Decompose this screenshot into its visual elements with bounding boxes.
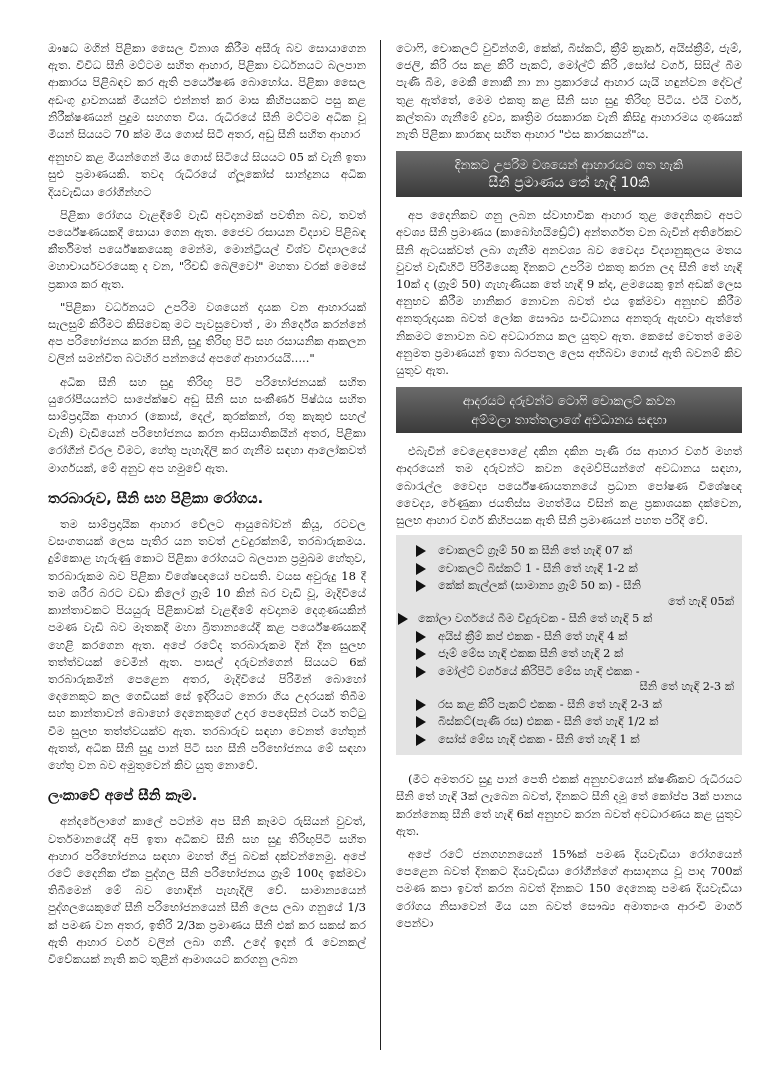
triangle-bullet-icon xyxy=(416,545,426,557)
paragraph: ටොෆි, චොකලට් වුවින්ගම්, කේක්, බිස්කට්, ක්‍රීම් ක්‍රැකර්, අයිස්ක්‍රීම්, ජැම්, ජෙලි, කිරි රස කළ කිරි පැකට්, මෝල්ට් කිරි ,සෝස් වර්ග, සිසිල් බීම පැණි බීම, මෙකී නොකී නා නා ප්‍රකාරයේ ආහාර යැයි හඳුන්වන දේවල් තුළ ඇත්තේ, මෙම එකතු කළ සීනි සහ සුදු තිරිඟු පිටිය. එයි වර්ග, කල්තබා ගැනීමේ ද්‍රව්‍ය, කෘත්‍රිම රසකාරක වැනි කිසිදු ආහාරමය ගුණයක් නැති පිළිකා කාරකද සහිත ආහාර "එස කාරකයන්"ය. xyxy=(396,41,742,142)
paragraph: පිළිකා රෝගය වැළඳීමේ වැඩි අවදානමක් පවතින බව, තවත් පර්යේෂණයකදී සොයා ගෙන ඇත. ජෛව රසායන විද්‍යාව පිළිබඳ කීර්තිමත් පර්යේෂකයෙකු මෙන්ම, මොන්ට්‍රියල් විශ්ව විද්‍යාලයේ මහාචාර්යවරයෙකු ද වන, "රිචඩ් බෙලිවෝ" මහතා වරක් මෙසේ ප්‍රකාශ කර ඇත. xyxy=(48,207,366,291)
triangle-bullet-icon xyxy=(416,666,426,678)
list-item: චොකලට් ග්‍රෑම් 50 ක සීනි තේ හැඳි 07 ක් xyxy=(408,543,734,559)
sugar-limit-banner xyxy=(396,151,742,197)
parents-attention-banner xyxy=(396,387,742,433)
left-column xyxy=(48,40,366,974)
list-item: බිස්කට්(පැණි රස) එකක - සීනි තේ හැඳි 1/2 ක් xyxy=(408,714,734,730)
paragraph: ඖෂධ මගින් පිළිකා සෛල විනාශ කිරීම අසීරු බව සොයාගෙන ඇත. විවිධ සීනි මට්ටම සහිත ආහාර, පිළිකා වර්ධනයට බලපාන ආකාරය පිළිබඳව කර ඇති පර්යේෂණ බොහෝය. පිළිකා සෛල අඩංගු ද්‍රාවනයක් මීයන්ට එන්නත් කර මාස කිහිපයකට පසු කළ නිරීක්ෂණයන් පුදුම සහගත විය. රුධිරයේ සීනි මට්ටම අධික වූ මීයන් සියයට 70 ක්ම මිය ගොස් සිටි අතර, අඩු සීනි සහිත ආහාර xyxy=(48,41,366,142)
list-item: ජෑම් මේස හැඳි එකක සීනි තේ හැඳි 2 ක් xyxy=(408,646,734,662)
paragraph: අධික සීනි සහ සුදු තිරිඟු පිටි පරිභෝජනයක් සහිත යුරෝපීයයන්ට සාපේක්ෂව අඩු සීනි සහ සංකීර්ණ පිෂ්ඨය සහිත සාම්ප්‍රදායික ආහාර (කොස්, දෙල්, කුරක්කන්, රතු කැකුළු සහල් වැනි) වැඩියෙන් පරිභෝජනය කරන ආසියාතිකයින් අතර, පිළිකා රෝගීන් විරල වීමට, හේතු පැහැදිලි කර ගැනීම සඳහා ආලෝකවත් මාර්ගයක්, මේ අනුව අප හමුවේ ඇත. xyxy=(48,374,366,475)
list-item: මෝල්ට් වර්ගයේ කිරිපිටි මේස හැඳි එකක - සීනි තේ හැඳි 2-3 ක් xyxy=(408,664,734,695)
list-item: රස කළ කිරි පැකට් එකක - සීනි තේ හැඳි 2-3 ක් xyxy=(408,697,734,713)
column-divider xyxy=(380,40,381,1050)
triangle-bullet-icon xyxy=(416,734,426,746)
right-column xyxy=(396,40,742,938)
paragraph: එබැවින් වෙළෙඳපොළේ දකින දකින පැණි රස ආහාර වර්ග මහත් ආදරයෙන් තම දරුවන්ට කවන දෙමව්පියන්ගේ අවධානය සඳහා, බොරැල්ල වෛද්‍ය පර්යේෂණායතනයේ ප්‍රධාන පෝෂණ විශේෂඥ වෛද්‍ය, රේණුකා ජයතිස්ස මහත්මිය විසින් කළ ප්‍රකාශයක දක්වෙන, සුලභ ආහාර වර්ග කිහිපයක ඇති සීනි ප්‍රමාණයන් පහත පරිදි වේ. xyxy=(396,444,742,528)
paragraph: තම සාම්ප්‍රදායික ආහාර වේලට ආයුබෝවන් කියූ, රටවල වසංගතයක් ලෙස පැතිර යන තවත් උවදුරක්නම්, තරබාරුකමය. දුම්කොළ හැරුණු කොට පිළිකා රෝගයට බලපාන ප්‍රමුඛම හේතුව, තරබාරුකම බව පිළිකා විශේෂඥයෝ පවසති. වයස අවුරුදු 18 දී තම ශරීර බරට වඩා කිලෝ ග්‍රෑම් 10 කින් බර වැඩි වූ, මැදිවියේ කාන්තාවකට පියයුරු පිළිකාවක් වැළඳීමේ අවදානම දෙගුණයකින් පමණ වැඩි බව මෑතකදී මහා බ්‍රිතාන්‍යයේදී කළ පර්යේෂණයකදී හෙළි කරගෙන ඇත. අපේ රටේද තරබාරුකම දින් දින සුලභ තත්ත්වයක් වෙමින් ඇත. පාසල් දරුවන්ගෙන් සියයට 6ක් තරබාරුකමින් පෙළෙන අතර, මැදිවියේ පිරිමින් බොහෝ දෙනෙකුට කල ගෙඩියක් සේ ඉදිරියට නෙරා ගිය උදරයක් තිබීම සහ කාන්තාවන් බොහෝ දෙනෙකුගේ උදර පෙදෙසින් ටයර් තට්ටු වීම සුලභ තත්ත්වයක්ව ඇත. තරබාරුව සඳහා වෙනත් හේතුන් ඇතත්, අධික සීනි සුදු පාන් පිටි සහ සීනි පරිභෝජනය මේ සඳහා හේතු වන බව අමුතුවෙන් කිව යුතු නොවේ. xyxy=(48,517,366,772)
list-item: කෝලා වර්ගයේ බීම විදුරුවක - සීනි තේ හැඳි 5 ක් xyxy=(408,611,734,627)
banner-line: අම්මලා තාත්තලාගේ අවධානය සඳහා xyxy=(471,412,667,428)
triangle-bullet-icon xyxy=(416,648,426,660)
sugar-content-list xyxy=(396,535,742,755)
paragraph: (මීට අමතරව සුදු පාන් පෙති එකක් අනුභවයෙන් ක්ෂණිකව රුධිරයට සීනි තේ හැඳි 3ක් ලැබෙන බවත්, දිනකට සීනි දමූ තේ කෝප්ප 3ක් පානය කරන්නෙකු සීනි තේ හැඳි 6ක් අනුභව කරන බවත් අවධාරණය කළ යුතුව ඇත. xyxy=(396,772,743,838)
paragraph: අන්දරේලාගේ කාලේ පටන්ම අප සීනි කෑමට රුසියන් වුවත්, වර්තමානයේදී අපි ඉතා අධිකව සීනි සහ සුදු තිරිඟුපිටි සහිත ආහාර පරිභෝජනය සඳහා මහත් ගිජු බවක් දක්වන්නෙමු. අපේ රටේ දෛනික ඒක පුද්ගල සීනි පරිභෝජනය ග්‍රෑම් 100ද ඉක්මවා තිබීමෙන් මේ බව හොඳින් පැහැදිලි වේ. සාමාන්‍යයෙන් පුද්ගලයෙකුගේ සීනි පරිභෝජනයෙන් සීනි ලෙස ලබා ගනුයේ 1/3 ක් පමණ වන අතර, ඉතිරි 2/3ක ප්‍රමාණය සීනි එක් කර සකස් කර ඇති ආහාර වර්ග වලින් ලබා ගනී. උදේ ඉදන් රෑ වෙනකල් විවේකයක් නැති කට තුළින් ආමාශයට කරගනු ලබන xyxy=(48,814,366,966)
paragraph: අපේ රටේ ජනගහනයෙන් 15%ක් පමණ දියවැඩියා රෝගයෙන් පෙළෙන බවත් දිනකට දියවැඩියා රෝගීන්ගේ ආසාදනය වූ පාද 700ක් පමණ කපා ඉවත් කරන බවත් දිනකට 150 දෙනෙකු පමණ දියවැඩියා රෝගය නිසාවෙන් මිය යන බවත් සෞඛ්‍ය අමාත්‍යංශ ආරංචි මාර්ග පෙන්වා xyxy=(396,847,742,930)
paragraph: අප දෛනිකව ගනු ලබන ස්වාභාවික ආහාර තුළ දෛනිකව අපට අවශ්‍ය සීනි ප්‍රමාණය (කාබෝහයිඩ්‍රේට්) අන්තර්ගත වන බැවින් අතිරේකව සීනි ඇටයක්වත් ලබා ගැනීම අනවශ්‍ය බව වෛද්‍ය විද්‍යානුකූලය මතය වුවත් වැඩිහිටි පිරිමියෙකු දිනකට උපරිම එකතු කරන ලද සීනි තේ හැඳි 10ක් ද (ග්‍රෑම් 50) ගැහැණියක තේ හැඳි 9 ක්ද, ළමයෙකු ඉන් අඩක් ලෙස අනුභව කිරීම හානිකර නොවන බවත් එය ඉක්මවා අනුභව කිරීම අනතුරුදායක බවත් ලෝක සෞඛ්‍ය සංවිධානය අනතුරු ඇඟවා ඇත්තේ නිකමට නොවන බව අවධාරනය කල යුතුව ඇත. කෙසේ වෙතත් මෙම අනුමත ප්‍රමාණයන් ඉතා බරපතල ලෙස අභිබවා ගොස් ඇති බවනම් කිව යුතුව ඇත. xyxy=(396,208,742,378)
triangle-bullet-icon xyxy=(416,563,426,575)
banner-line: සීනි ප්‍රමාණය තේ හැඳි 10කි xyxy=(488,175,650,192)
list-item: කේක් කැල්ලක් (සාමාන්‍ය ග්‍රෑම් 50 ක) - සීනි තේ හැඳි 05ක් xyxy=(408,578,734,609)
triangle-bullet-icon xyxy=(416,580,426,592)
section-heading-sugar-eating: ලංකාවේ අපේ සීනි කෑම. xyxy=(48,788,198,805)
list-item: චොකලට් බිස්කට් 1 - සීනි තේ හැඳි 1-2 ක් xyxy=(408,561,734,577)
triangle-bullet-icon xyxy=(416,699,426,711)
triangle-bullet-icon xyxy=(416,716,426,728)
quote-paragraph: "පිළිකා වර්ධනයට උපරිම වශයෙන් දායක වන ආහාරයක් සැලසුම් කිරීමට කිසිවෙකු මට පැවසුවොත් , මා නිර්දේශ කරන්නේ අප පරිභෝජනය කරන සීනි, සුදු තිරිඟු පිටි සහ රසායනික ආකලන වලින් සමන්විත බටහිර පන්නයේ අපගේ ආහාරයයි....." xyxy=(48,299,366,366)
section-heading-obesity: තරබාරුව, සීනි සහ පිළිකා රෝගය. xyxy=(48,490,264,507)
triangle-bullet-icon xyxy=(398,613,408,625)
list-item: සෝස් මේස හැඳි එකක - සීනි තේ හැඳි 1 ක් xyxy=(408,732,734,748)
banner-line: දිනකට උපරිම වශයෙන් ආහාරයට ගත හැකි xyxy=(454,157,684,173)
paragraph: අනුභව කළ මීයන්ගෙන් මිය ගොස් සිටියේ සියයට 05 ක් වැනි ඉතා සුළු ප්‍රමාණයකි. තවද රුධිරයේ ග්ලූකෝස් සාන්ද්‍රනය අධික දියවැඩියා රෝගීන්හට xyxy=(48,150,366,199)
banner-line: ආදරයට දරුවන්ට ටොෆි චොකලට් කවන xyxy=(462,393,676,409)
triangle-bullet-icon xyxy=(416,631,426,643)
list-item: අයිස් ක්‍රීම් කප් එකක - සීනි තේ හැඳි 4 ක් xyxy=(408,629,734,645)
